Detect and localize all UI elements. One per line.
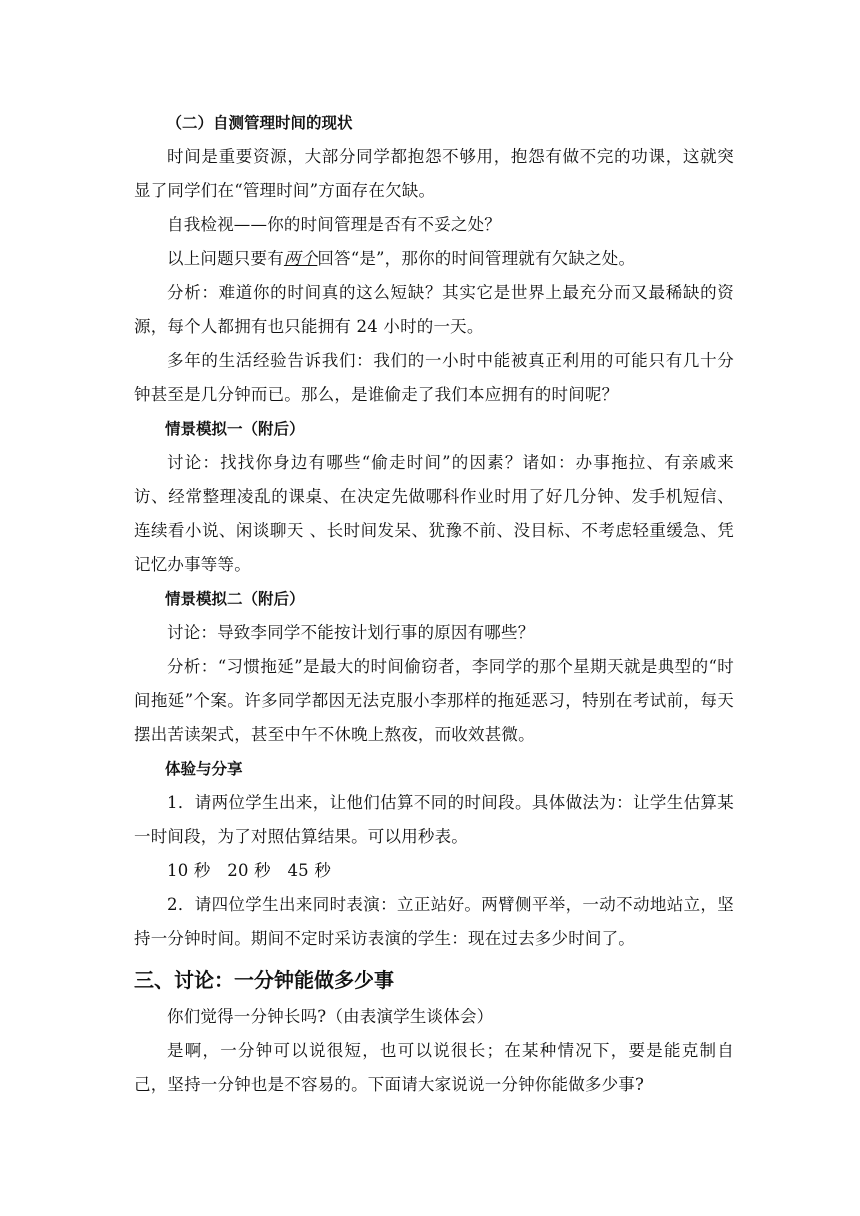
heading-3: 三、讨论：一分钟能做多少事 — [134, 968, 394, 992]
scene-2-title: 情景模拟二（附后） — [165, 590, 305, 608]
paragraph-3-underline: 两个 — [283, 249, 318, 268]
paragraph-10: 10 秒 20 秒 45 秒 — [167, 861, 332, 880]
paragraph-6: 讨论：找找你身边有哪些“偷走时间”的因素？诸如：办事拖拉、有亲戚来访、经常整理凌乱的课桌、在决定先做哪科作业时用了好几分钟、发手机短信、连续看小说、闲谈聊天 、长时间发呆、犹豫不前、没目标、不考虑轻重缓急、凭记忆办事等等。 — [134, 453, 734, 574]
paragraph-4: 分析：难道你的时间真的这么短缺？其实它是世界上最充分而又最稀缺的资源，每个人都拥有也只能拥有 24 小时的一天。 — [134, 283, 734, 336]
paragraph-13: 是啊，一分钟可以说很短，也可以说很长；在某种情况下，要是能克制自己，坚持一分钟也是不容易的。下面请大家说说一分钟你能做多少事? — [134, 1041, 734, 1094]
paragraph-3 — [134, 242, 734, 276]
paragraph-12: 你们觉得一分钟长吗?（由表演学生谈体会） — [167, 1007, 494, 1026]
paragraph-2: 自我检视——你的时间管理是否有不妥之处？ — [167, 215, 501, 234]
document-body — [134, 106, 734, 1102]
scene-1-title: 情景模拟一（附后） — [165, 420, 305, 438]
paragraph-9: 1．请两位学生出来，让他们估算不同的时间段。具体做法为：让学生估算某一时间段，为了对照估算结果。可以用秒表。 — [134, 793, 734, 846]
section-title: （二）自测管理时间的现状 — [166, 114, 353, 132]
paragraph-8: 分析：“习惯拖延”是最大的时间偷窃者，李同学的那个星期天就是典型的“时间拖延”个案。许多同学都因无法克服小李那样的拖延恶习，特别在考试前，每天摆出苦读架式，甚至中午不休晚上熬夜，而收效甚微。 — [134, 657, 734, 744]
paragraph-11: 2．请四位学生出来同时表演：立正站好。两臂侧平举，一动不动地站立，坚持一分钟时间。期间不定时采访表演的学生：现在过去多少时间了。 — [134, 895, 734, 948]
paragraph-3-pre: 以上问题只要有 — [167, 249, 284, 268]
experience-title: 体验与分享 — [165, 760, 243, 778]
paragraph-1: 时间是重要资源，大部分同学都抱怨不够用，抱怨有做不完的功课，这就突显了同学们在“管理时间”方面存在欠缺。 — [134, 147, 734, 200]
paragraph-3-post: 回答“是”，那你的时间管理就有欠缺之处。 — [317, 249, 636, 268]
paragraph-5: 多年的生活经验告诉我们：我们的一小时中能被真正利用的可能只有几十分钟甚至是几分钟而已。那么，是谁偷走了我们本应拥有的时间呢？ — [134, 351, 734, 404]
paragraph-7: 讨论：导致李同学不能按计划行事的原因有哪些？ — [167, 623, 535, 642]
